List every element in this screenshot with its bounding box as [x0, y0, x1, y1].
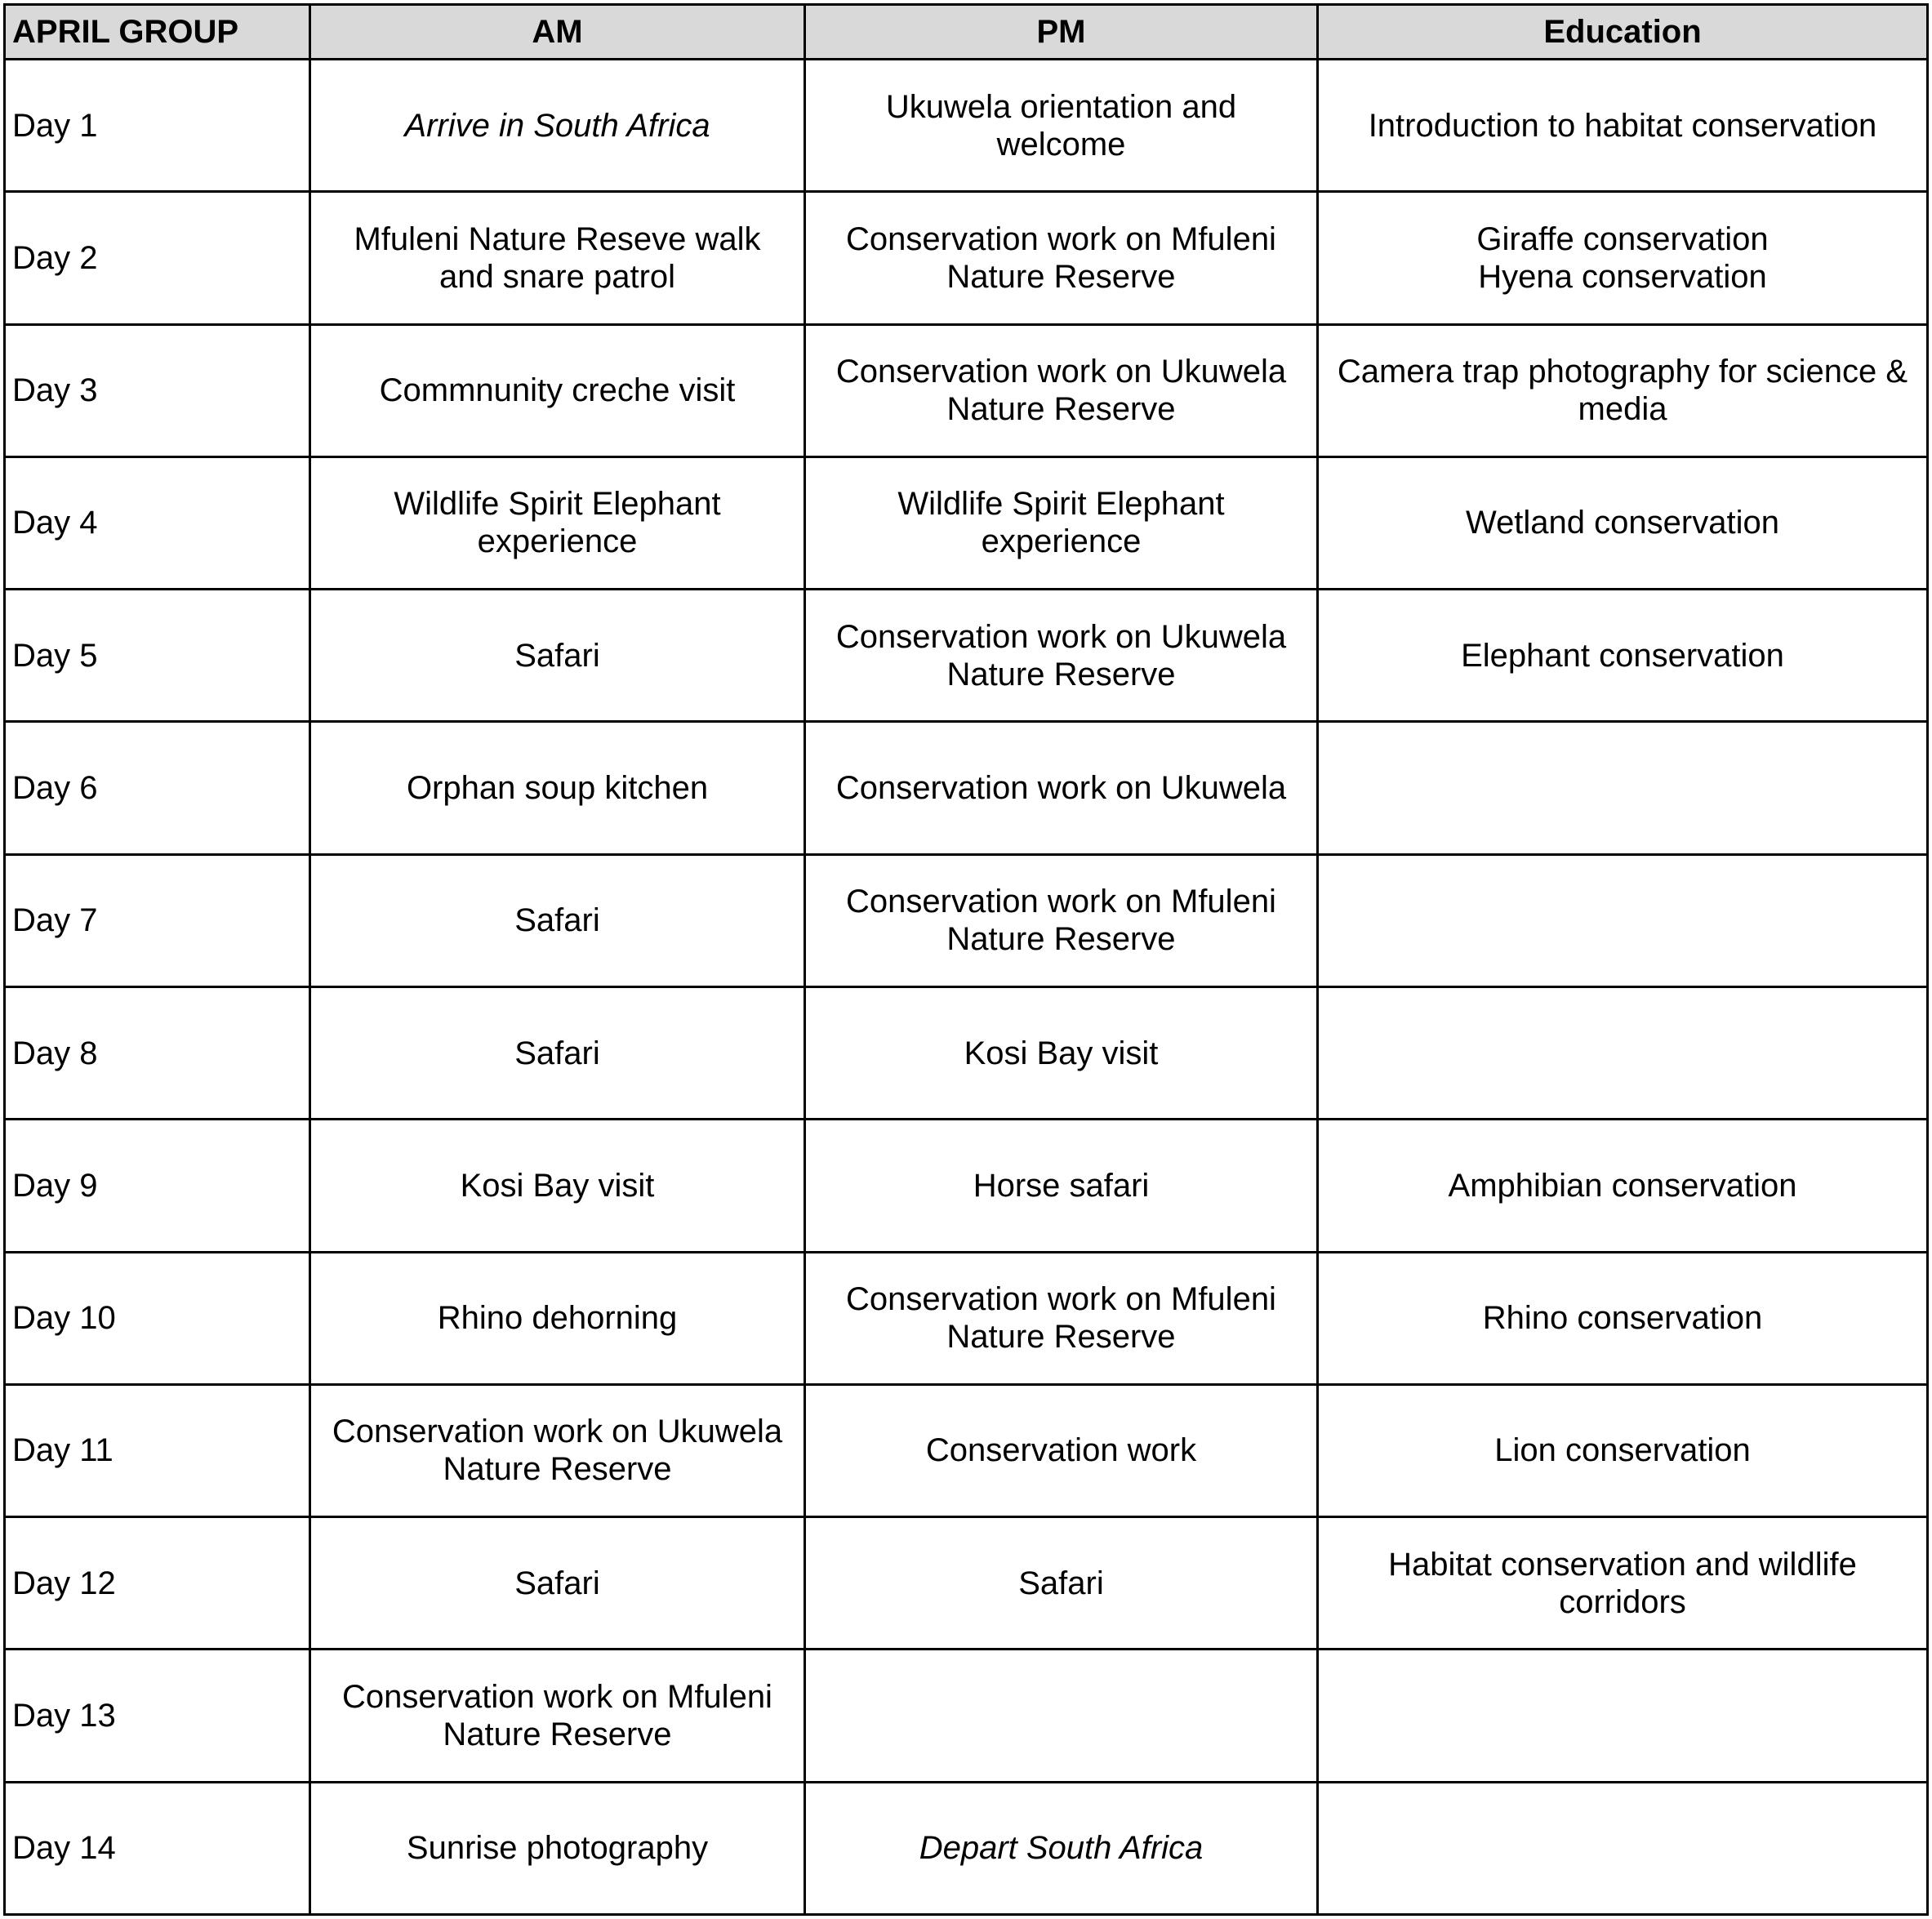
row-am: Conservation work on Mfuleni Nature Reserve: [311, 1650, 804, 1780]
row-pm: Horse safari: [806, 1120, 1316, 1250]
row-education: [1319, 1783, 1926, 1913]
row-pm: Depart South Africa: [806, 1783, 1316, 1913]
row-pm: Conservation work on Ukuwela Nature Reserve: [806, 326, 1316, 456]
row-day: Day 11: [6, 1386, 309, 1516]
row-education: Habitat conservation and wildlife corridors: [1319, 1518, 1926, 1648]
row-education: Giraffe conservation Hyena conservation: [1319, 193, 1926, 323]
row-day: Day 13: [6, 1650, 309, 1780]
row-am: Safari: [311, 590, 804, 720]
row-day: Day 10: [6, 1253, 309, 1383]
row-am: Mfuleni Nature Reseve walk and snare patrol: [311, 193, 804, 323]
row-education: Elephant conservation: [1319, 590, 1926, 720]
row-am: Orphan soup kitchen: [311, 723, 804, 853]
row-pm: Safari: [806, 1518, 1316, 1648]
row-education: [1319, 856, 1926, 986]
row-day: Day 7: [6, 856, 309, 986]
row-am: Sunrise photography: [311, 1783, 804, 1913]
row-day: Day 5: [6, 590, 309, 720]
row-am: Safari: [311, 988, 804, 1118]
row-am: Arrive in South Africa: [311, 60, 804, 190]
row-am: Safari: [311, 856, 804, 986]
row-education: Rhino conservation: [1319, 1253, 1926, 1383]
row-day: Day 3: [6, 326, 309, 456]
row-pm: Ukuwela orientation and welcome: [806, 60, 1316, 190]
itinerary-table: [3, 3, 1929, 1916]
row-day: Day 1: [6, 60, 309, 190]
row-am: Conservation work on Ukuwela Nature Reserve: [311, 1386, 804, 1516]
row-day: Day 9: [6, 1120, 309, 1250]
row-pm: Conservation work: [806, 1386, 1316, 1516]
row-day: Day 2: [6, 193, 309, 323]
row-pm: Conservation work on Mfuleni Nature Reserve: [806, 193, 1316, 323]
row-education: [1319, 1650, 1926, 1780]
row-day: Day 8: [6, 988, 309, 1118]
row-pm: [806, 1650, 1316, 1780]
row-am: Wildlife Spirit Elephant experience: [311, 458, 804, 588]
row-day: Day 12: [6, 1518, 309, 1648]
row-pm: Conservation work on Mfuleni Nature Reserve: [806, 1253, 1316, 1383]
row-education: Wetland conservation: [1319, 458, 1926, 588]
row-am: Rhino dehorning: [311, 1253, 804, 1383]
row-day: Day 6: [6, 723, 309, 853]
row-education: [1319, 723, 1926, 853]
row-pm: Wildlife Spirit Elephant experience: [806, 458, 1316, 588]
row-pm: Conservation work on Ukuwela: [806, 723, 1316, 853]
row-day: Day 14: [6, 1783, 309, 1913]
row-pm: Conservation work on Mfuleni Nature Reserve: [806, 856, 1316, 986]
row-education: Amphibian conservation: [1319, 1120, 1926, 1250]
row-am: Safari: [311, 1518, 804, 1648]
header-group: APRIL GROUP: [6, 6, 309, 58]
row-pm: Conservation work on Ukuwela Nature Reserve: [806, 590, 1316, 720]
row-education: Lion conservation: [1319, 1386, 1926, 1516]
row-education: [1319, 988, 1926, 1118]
row-am: Kosi Bay visit: [311, 1120, 804, 1250]
row-pm: Kosi Bay visit: [806, 988, 1316, 1118]
row-education: Introduction to habitat conservation: [1319, 60, 1926, 190]
row-education: Camera trap photography for science & media: [1319, 326, 1926, 456]
header-pm: PM: [806, 6, 1316, 58]
header-education: Education: [1319, 6, 1926, 58]
row-am: Commnunity creche visit: [311, 326, 804, 456]
row-day: Day 4: [6, 458, 309, 588]
header-am: AM: [311, 6, 804, 58]
